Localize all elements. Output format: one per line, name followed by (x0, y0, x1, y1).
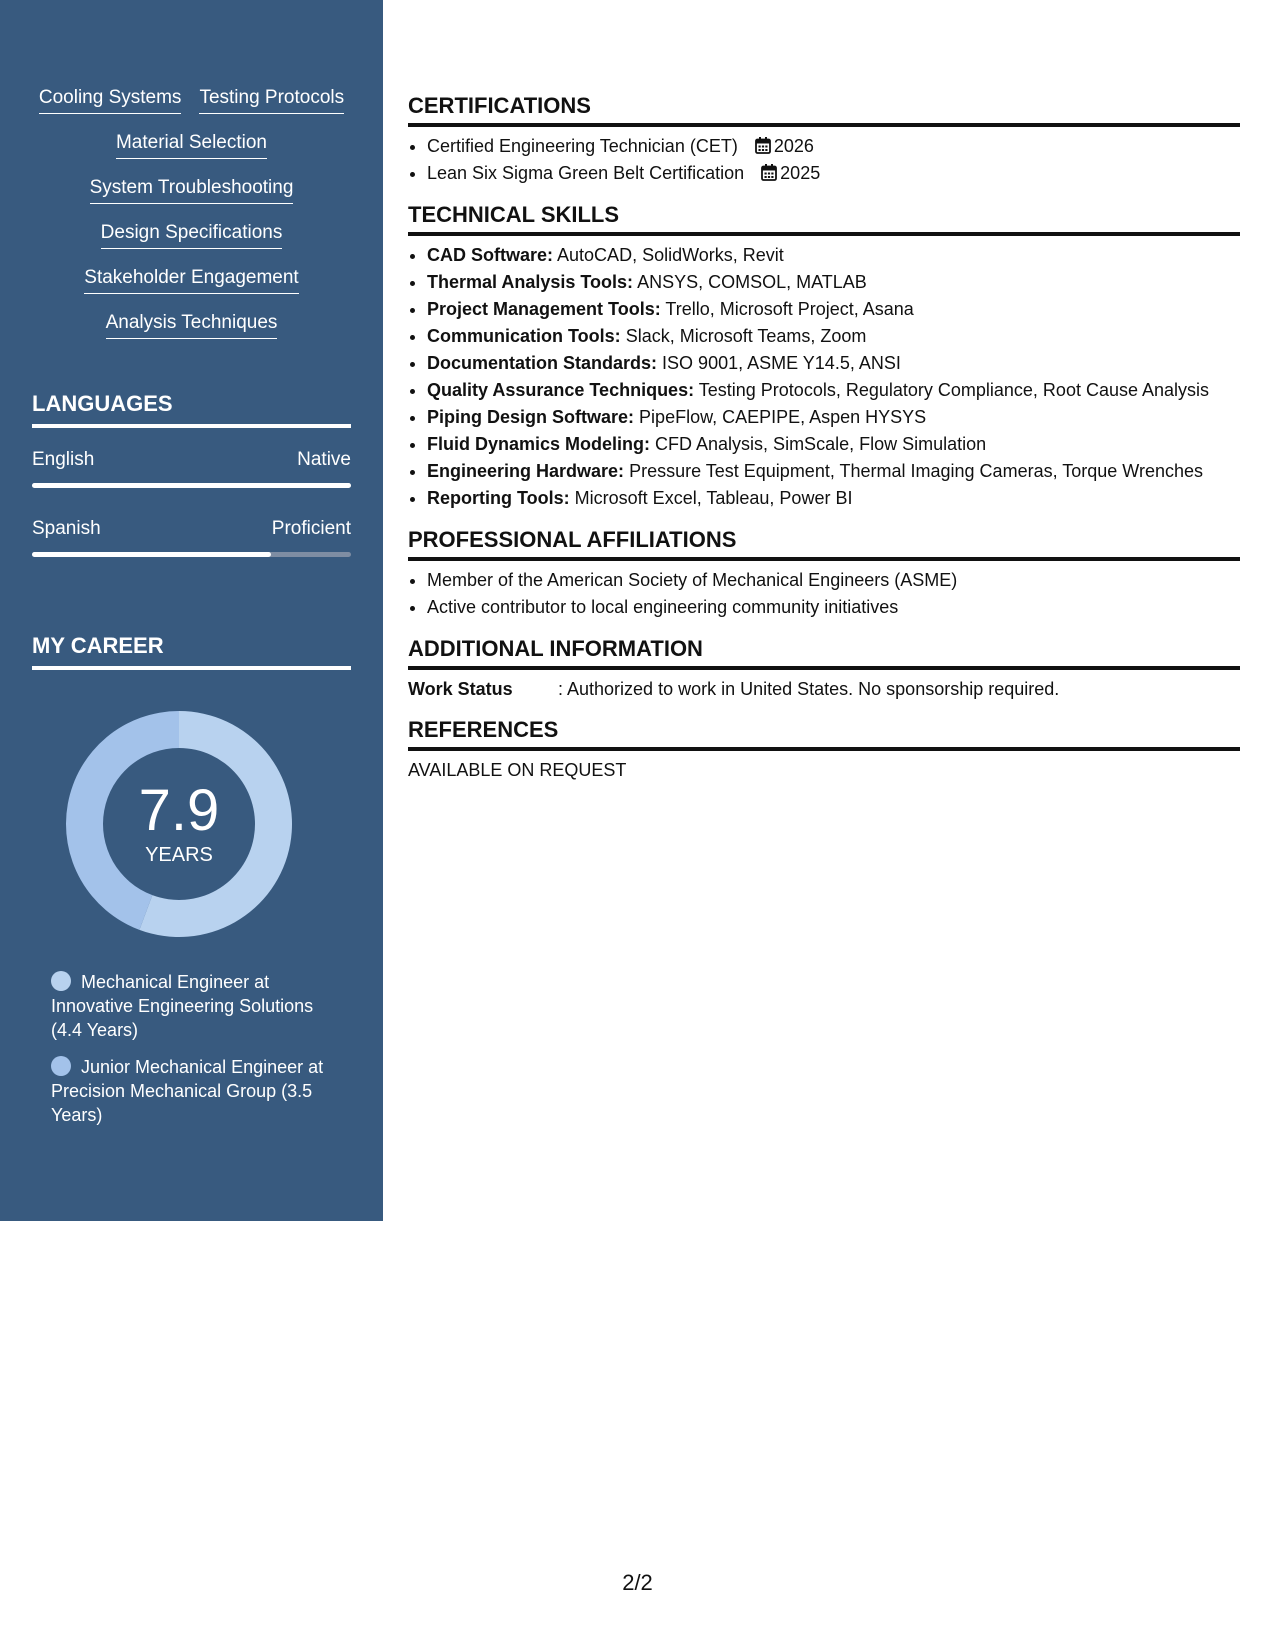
sidebar (0, 0, 383, 1221)
career-years-unit: YEARS (145, 844, 213, 866)
technical-skill-item (427, 242, 1240, 269)
page-number: 2/2 (622, 1570, 653, 1595)
skill-category-value: Slack, Microsoft Teams, Zoom (625, 326, 867, 346)
language-name: English (32, 449, 95, 470)
technical-skill-item (427, 431, 1240, 458)
technical-skill-item (427, 350, 1240, 377)
additional-info-section (408, 635, 1240, 702)
technical-skill-item (427, 485, 1240, 512)
references-heading: REFERENCES (408, 716, 1240, 751)
certifications-section (408, 92, 1240, 187)
skill-tag: Cooling Systems (39, 86, 182, 114)
work-status-label: Work Status (408, 679, 513, 699)
skill-category-value: PipeFlow, CAEPIPE, Aspen HYSYS (639, 407, 927, 427)
skill-category-label: Quality Assurance Techniques: (427, 380, 695, 400)
technical-skill-item (427, 458, 1240, 485)
career-heading: MY CAREER (32, 632, 351, 670)
skill-category-value: ANSYS, COMSOL, MATLAB (637, 272, 867, 292)
certifications-heading: CERTIFICATIONS (408, 92, 1240, 127)
skill-row (0, 131, 383, 176)
career-item (51, 1055, 341, 1127)
career-item-text: Junior Mechanical Engineer at Precision Mechanical Group (3.5 Years) (51, 1057, 324, 1125)
languages-heading: LANGUAGES (32, 390, 351, 428)
skill-category-label: Documentation Standards: (427, 353, 658, 373)
affiliation-item: • Active contributor to local engineering community initiatives (427, 594, 1240, 621)
main-content (408, 92, 1240, 797)
skill-category-label: Engineering Hardware: (427, 461, 625, 481)
skill-category-value: Trello, Microsoft Project, Asana (665, 299, 914, 319)
language-spanish (32, 517, 351, 557)
affiliations-section (408, 526, 1240, 621)
skill-category-value: Testing Protocols, Regulatory Compliance, Root Cause Analysis (698, 380, 1210, 400)
skill-category-value: ISO 9001, ASME Y14.5, ANSI (662, 353, 901, 373)
calendar-icon (755, 137, 771, 154)
skill-category-label: Fluid Dynamics Modeling: (427, 434, 651, 454)
skill-row (0, 311, 383, 356)
skills-tags (0, 86, 383, 356)
skill-tag: System Troubleshooting (90, 176, 294, 204)
skill-row (0, 266, 383, 311)
language-level-bar (32, 483, 351, 488)
certification-year: 2026 (773, 136, 814, 156)
calendar-icon (761, 164, 777, 181)
skill-category-label: Piping Design Software: (427, 407, 635, 427)
career-legend-dot (51, 971, 71, 991)
skill-category-value: CFD Analysis, SimScale, Flow Simulation (655, 434, 987, 454)
technical-skill-item (427, 269, 1240, 296)
work-status-value: : Authorized to work in United States. No sponsorship required. (558, 679, 1060, 699)
language-level-bar (32, 552, 351, 557)
career-item (51, 970, 341, 1042)
references-text: AVAILABLE ON REQUEST (408, 760, 627, 780)
certification-item (427, 160, 1240, 187)
skill-tag: Analysis Techniques (106, 311, 278, 339)
skill-category-label: Reporting Tools: (427, 488, 570, 508)
technical-skill-item (427, 404, 1240, 431)
language-level: Proficient (271, 518, 351, 539)
skill-category-label: CAD Software: (427, 245, 554, 265)
career-item-text: Mechanical Engineer at Innovative Engineering Solutions (4.4 Years) (51, 972, 314, 1040)
language-english (32, 448, 351, 488)
work-status-row (408, 676, 1240, 702)
language-level: Native (297, 449, 351, 470)
additional-info-heading: ADDITIONAL INFORMATION (408, 635, 1240, 670)
language-name: Spanish (32, 518, 101, 539)
skill-category-label: Thermal Analysis Tools: (427, 272, 634, 292)
skill-row (0, 86, 383, 131)
technical-skill-item (427, 377, 1240, 404)
skill-tag: Material Selection (116, 131, 267, 159)
technical-skill-item (427, 323, 1240, 350)
skill-row (0, 221, 383, 266)
skill-category-value: AutoCAD, SolidWorks, Revit (557, 245, 784, 265)
skill-category-label: Communication Tools: (427, 326, 621, 346)
certification-item (427, 133, 1240, 160)
skill-row (0, 176, 383, 221)
certification-name: Lean Six Sigma Green Belt Certification (427, 163, 745, 183)
career-donut-chart (66, 711, 292, 937)
skill-tag: Testing Protocols (199, 86, 344, 114)
technical-skill-item (427, 296, 1240, 323)
affiliations-heading: PROFESSIONAL AFFILIATIONS (408, 526, 1240, 561)
skill-category-label: Project Management Tools: (427, 299, 661, 319)
affiliation-item: • Member of the American Society of Mechanical Engineers (ASME) (427, 567, 1240, 594)
career-legend-dot (51, 1056, 71, 1076)
career-list (51, 970, 341, 1140)
technical-skills-list (408, 242, 1240, 512)
certification-name: Certified Engineering Technician (CET) (427, 136, 738, 156)
technical-skills-section (408, 201, 1240, 512)
career-total-years: 7.9 (138, 778, 220, 843)
skill-category-value: Pressure Test Equipment, Thermal Imaging Cameras, Torque Wrenches (629, 461, 1203, 481)
skill-tag: Design Specifications (101, 221, 283, 249)
skill-category-value: Microsoft Excel, Tableau, Power BI (574, 488, 853, 508)
technical-skills-heading: TECHNICAL SKILLS (408, 201, 1240, 236)
skill-tag: Stakeholder Engagement (84, 266, 298, 294)
certification-year: 2025 (780, 163, 821, 183)
references-section (408, 716, 1240, 783)
